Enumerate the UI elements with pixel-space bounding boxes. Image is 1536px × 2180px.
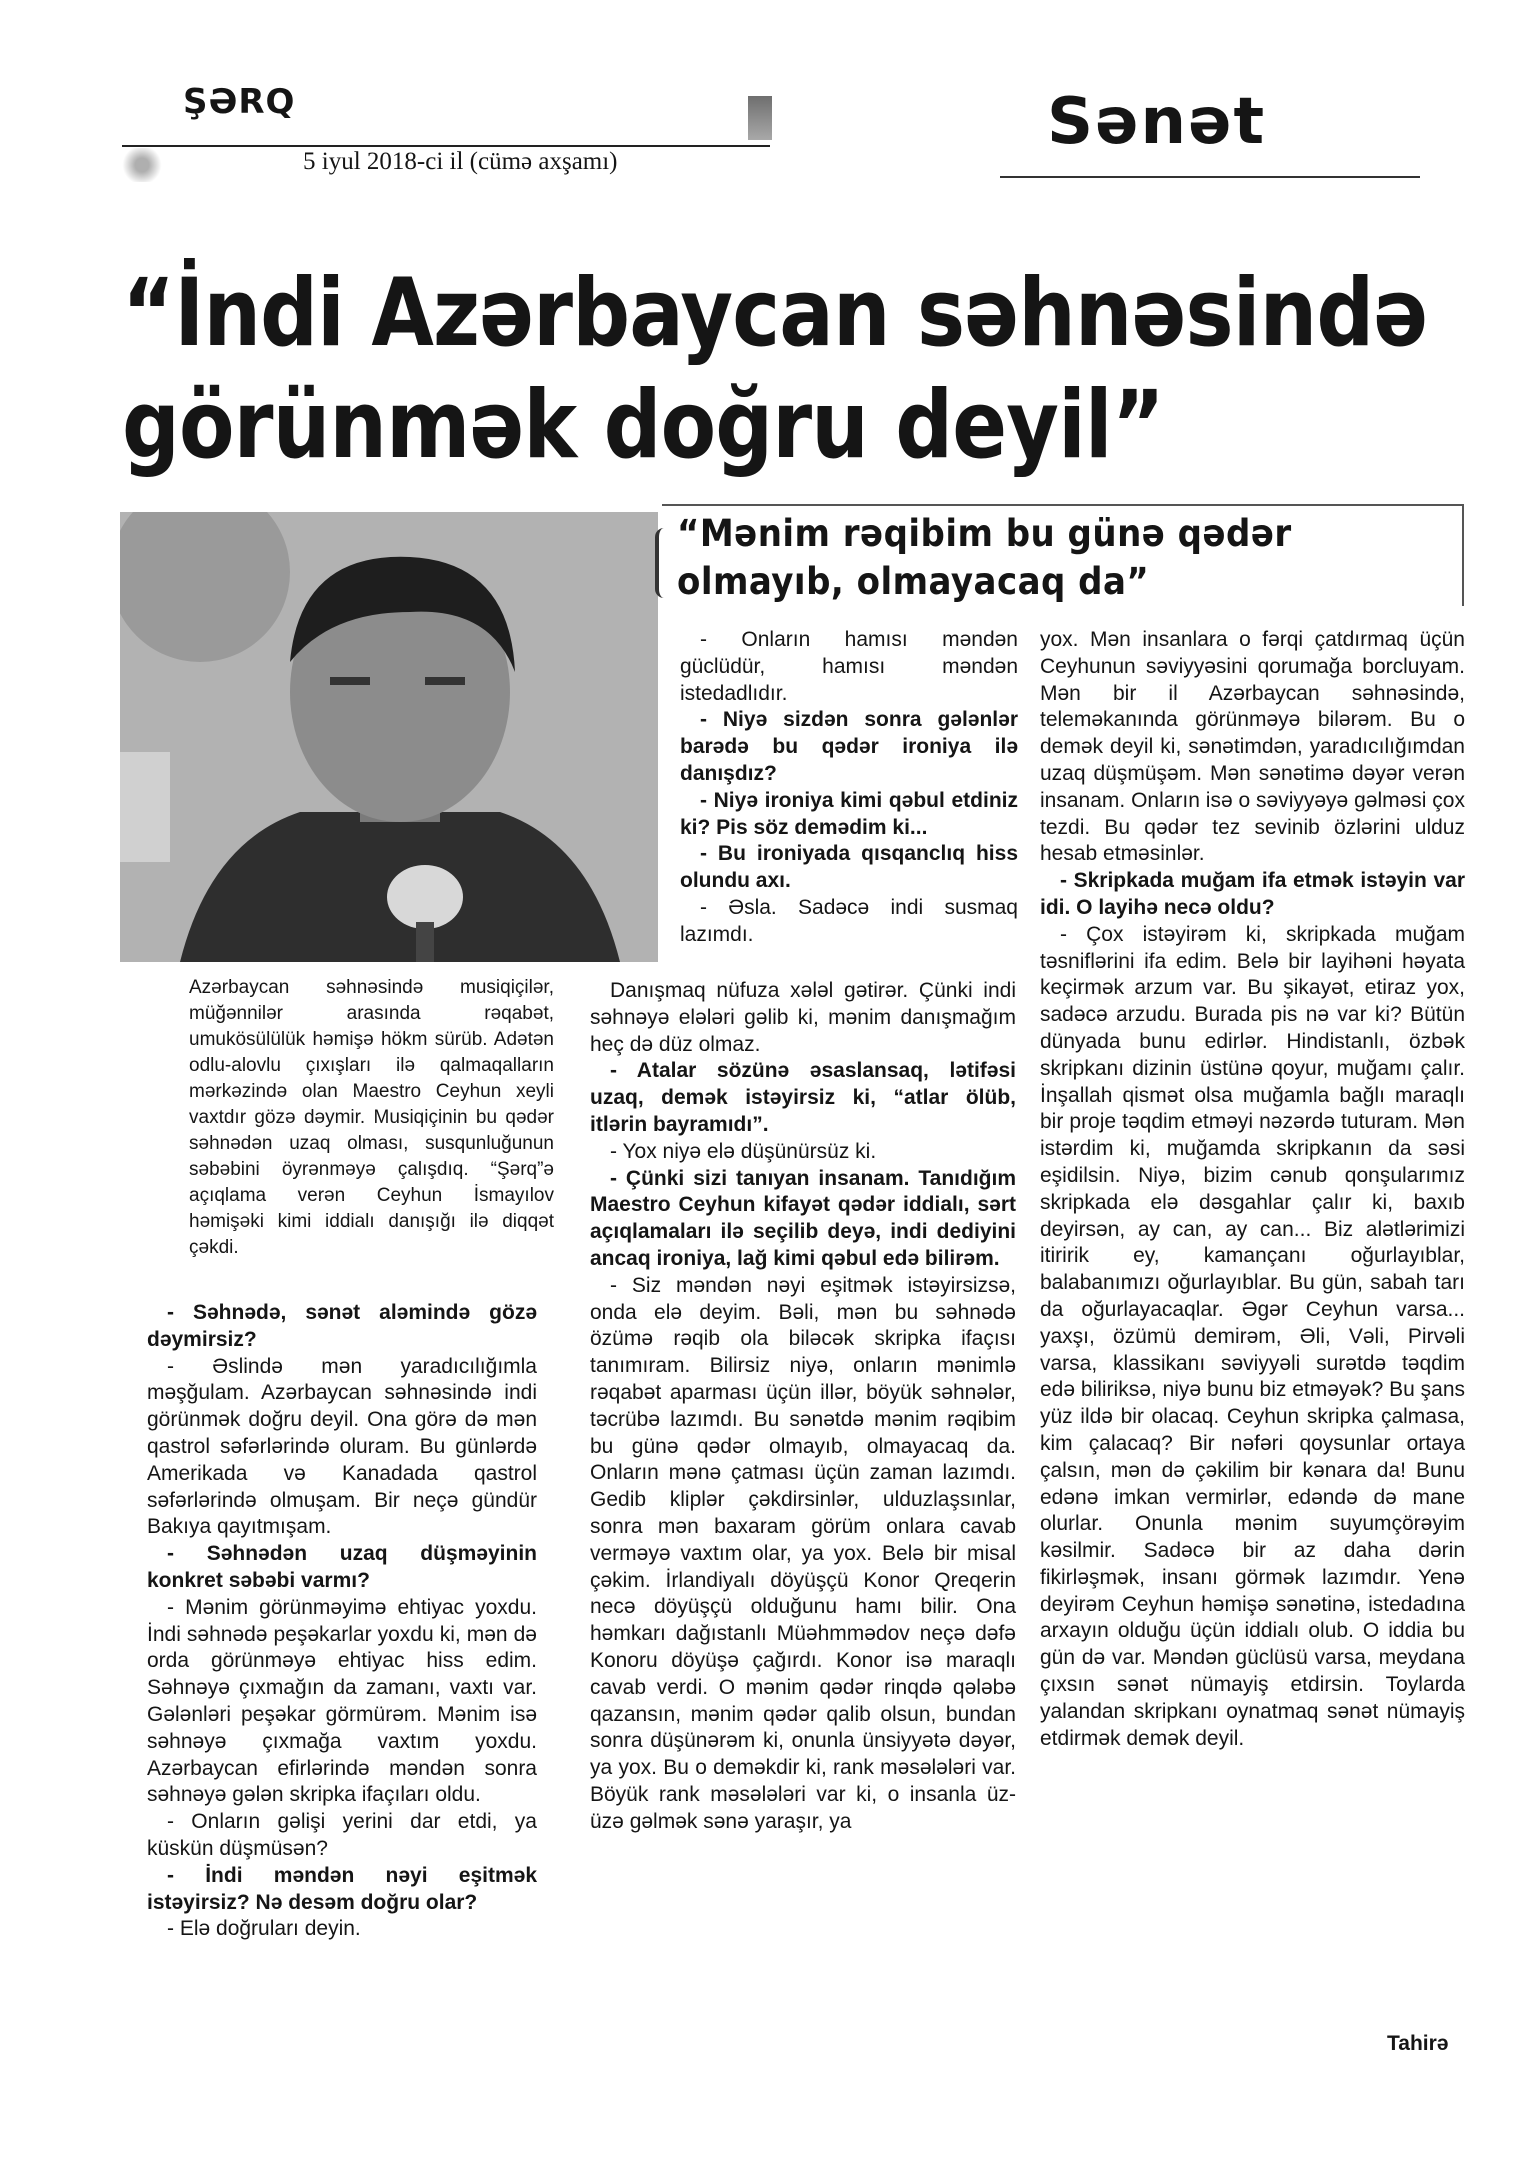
interview-answer: - Yox niyə elə düşünürsüz ki.: [610, 1139, 877, 1163]
article-column-2-top: [680, 627, 1018, 949]
interview-question: - Niyə ironiya kimi qəbul etdiniz ki? Pis söz demədim ki...: [680, 788, 1018, 839]
author-signature: Tahirə: [1387, 2032, 1449, 2055]
interview-question: - Atalar sözünə əsaslansaq, lətifəsi uzaq, demək istəyirsiz ki, “atlar ölüb, itlərin bayramıdı”.: [590, 1059, 1016, 1136]
interview-answer: - Onların gəlişi yerini dar etdi, ya küskün düşmüsən?: [147, 1810, 537, 1860]
portrait-image: [120, 512, 658, 962]
interview-question: - Çünki sizi tanıyan insanam. Tanıdığım Maestro Ceyhun kifayət qədər iddialı, sərt açıqlamaları ilə seçilib deyə, indi dediyini ancaq ironiya, lağ kimi qəbul edə bilirəm.: [590, 1166, 1016, 1270]
headline-line-2: görünmək doğru deyil”: [122, 371, 1165, 480]
interview-answer: - Əslində mən yaradıcılığımla məşğulam. Azərbaycan səhnəsində indi görünmək doğru deyil. Ona görə də mən qastrol səfərlərində oluram. Bu günlərdə Amerikada və Kanadada qastrol səfərlərində olmuşam. Bir neçə gündür Bakıya qayıtmışam.: [147, 1354, 537, 1539]
newspaper-logo: ŞƏRQ: [183, 82, 296, 122]
interview-question: - Niyə sizdən sonra gələnlər barədə bu qədər ironiya ilə danışdız?: [680, 708, 1018, 785]
interview-answer: yox. Mən insanlara o fərqi çatdırmaq üçün Ceyhunun səviyyəsini qorumağa borcluyam. Mən bir il Azərbaycan səhnəsində, teleməkanında görünməyə bilərəm. Bu o demək deyil ki, sənətimdən, yaradıcılığımdan uzaq düşmüşəm. Mən sənətimə dəyər verən insanam. Onların isə o səviyyəyə gəlməsi çox tezdi. Bu qədər tez sevinib özlərini ulduz hesab etməsinlər.: [1040, 628, 1465, 866]
interview-answer: - Onların hamısı məndən güclüdür, hamısı məndən istedadlıdır.: [680, 628, 1018, 705]
subheadline-line-2: olmayıb, olmayacaq da”: [677, 560, 1150, 603]
interview-question: - İndi məndən nəyi eşitmək istəyirsiz? Nə desəm doğru olar?: [147, 1863, 537, 1914]
interview-question: - Bu ironiyada qısqanclıq hiss olundu axı.: [680, 842, 1018, 893]
interview-question: - Səhnədə, sənət aləmində gözə dəymirsiz?: [147, 1301, 537, 1351]
article-column-1: [147, 1300, 537, 1943]
article-photo: [120, 512, 658, 962]
article-column-2: [590, 978, 1016, 1836]
subheadline-line-1: “Mənim rəqibim bu günə qədər: [677, 512, 1292, 555]
interview-answer: - Çox istəyirəm ki, skripkada muğam təsniflərini ifa edim. Belə bir layihəni həyata keçirmək arzum var. Bu şikayət, etiraz yox, sadəcə arzudu. Burada pis nə var ki? Bütün dünyada bunu edirlər. Hindistanlı, özbək skripkanı dizinin üstünə qoyur, muğamı çalır. İnşallah qismət olsa muğamla bağlı maraqlı bir proje təqdim etməyi nəzərdə tuturam. Mən istərdim ki, muğamda skripkanın da səsi eşidilsin. Niyə, bizim cənub qonşularımız skripkada elə dəsgahlar çalır ki, baxıb deyirsən, ay can, ay can... Biz alətlərimizi itiririk ey, kamançanı oğurlayıblar, balabanımızı oğurlayıblar. Bu gün, sabah tarı da oğurlayacaqlar. Əgər Ceyhun varsa... yaxşı, özümü demirəm, Əli, Vəli, Pirvəli varsa, klassikanı səviyyəli surətdə təqdim edə biliriksə, niyə bunu biz etməyək? Bu şans yüz ildə bir olacaq. Ceyhun skripka çalmasa, kim çalacaq? Bir nəfəri qoysunlar ortaya çalsın, mən də çəkilim bir kənara da! Bunu edənə imkan vermirlər, edəndə də mane olurlar. Onunla mənim suyumçörəyim kəsilmir. Sadəcə bir az daha dərin fikirləşmək, insanı görmək lazımdır. Yenə deyirəm Ceyhun həmişə sənətinə, istedadına arxayın olduğu üçün iddialı olub. O iddia bu gün də var. Məndən güclüsü varsa, meydana çıxsın sənət nümayiş etdirsin. Toylarda yalandan skripkanı oynatmaq sənət nümayiş etdirmək demək deyil.: [1040, 922, 1465, 1750]
section-title: Sənət: [1047, 85, 1267, 159]
article-column-3: [1040, 627, 1465, 1752]
interview-question: - Skripkada muğam ifa etmək istəyin var idi. O layihə necə oldu?: [1040, 869, 1465, 919]
print-smudge: [120, 148, 164, 182]
interview-answer: - Əslа. Sadəcə indi susmaq lazımdı.: [680, 895, 1018, 946]
section-rule: [1000, 176, 1420, 178]
header-rule: [122, 145, 770, 147]
issue-date: 5 iyul 2018-ci il (cümə axşamı): [303, 148, 618, 175]
headline-line-1: “İndi Azərbaycan səhnəsində: [122, 259, 1428, 368]
interview-answer: - Mənim görünməyimə ehtiyac yoxdu. İndi səhnədə peşəkarlar yoxdu ki, mən də orda görünməyə ehtiyac hiss edim. Səhnəyə çıxmağın da zamanı, vaxtı var. Gələnləri peşəkar görmürəm. Mənim isə səhnəyə çıxmağa vaxtım yoxdu. Azərbaycan efirlərində məndən sonra səhnəyə gələn skripka ifaçıları oldu.: [147, 1595, 537, 1807]
interview-answer: Danışmaq nüfuza xələl gətirər. Çünki indi səhnəyə elələri gəlib ki, mənim danışmağım heç də düz olmaz.: [590, 979, 1016, 1056]
article-headline: [122, 258, 1428, 482]
interview-answer: - Siz məndən nəyi eşitmək istəyirsizsə, onda elə deyim. Bəli, mən bu səhnədə özümə rəqib ola biləcək skripka ifaçısı tanımıram. Bilirsiz niyə, onların mənimlə rəqabət aparması üçün illər, böyük səhnələr, təcrübə lazımdı. Bu sənətdə mənim rəqibim bu günə qədər olmayıb, olmayacaq da. Onların mənə çatması üçün zaman lazımdı. Gedib kliplər çəkdirsinlər, ulduzlaşsınlar, sonra mən baxaram görüm onlara cavab verməyə vaxtım olar, ya yox. Belə bir misal çəkim. İrlandiyalı döyüşçü Konor Qreqerin necə döyüşçü olduğunu hamı bilir. Ona həmkarı dağıstanlı Müəhmmədov neçə dəfə Konoru döyüşə çağırdı. Konor isə maraqlı cavab verdi. O mənim qədər rinqdə qələbə qazansın, mənim qədər qalib olsun, bundan sonra düşünərəm ki, onunla ünsiyyətə dəyər, ya yox. Bu o deməkdir ki, rank məsələləri var. Böyük rank məsələləri var ki, o insanla üz-üzə gəlmək sənə yaraşır, ya: [590, 1273, 1016, 1833]
article-subheadline: [677, 510, 1395, 606]
quote-bracket: [655, 528, 668, 598]
interview-answer: - Elə doğruları deyin.: [167, 1917, 361, 1941]
print-smudge: [748, 96, 772, 140]
photo-caption: Azərbaycan səhnəsində musiqiçilər, müğənnilər arasında rəqabət, umukösülülük həmişə hökm sürüb. Adətən odlu-alovlu çıxışları ilə qalmaqalların mərkəzində olan Maestro Ceyhun xeyli vaxtdır gözə dəymir. Musiqiçinin bu qədər səhnədən uzaq olması, susqunluğunun səbəbini öyrənməyə çalışdıq. “Şərq”ə açıqlama verən Ceyhun İsmayılov həmişəki kimi iddialı danışığı ilə diqqət çəkdi.: [189, 977, 554, 1258]
interview-question: - Səhnədən uzaq düşməyinin konkret səbəbi varmı?: [147, 1542, 537, 1592]
